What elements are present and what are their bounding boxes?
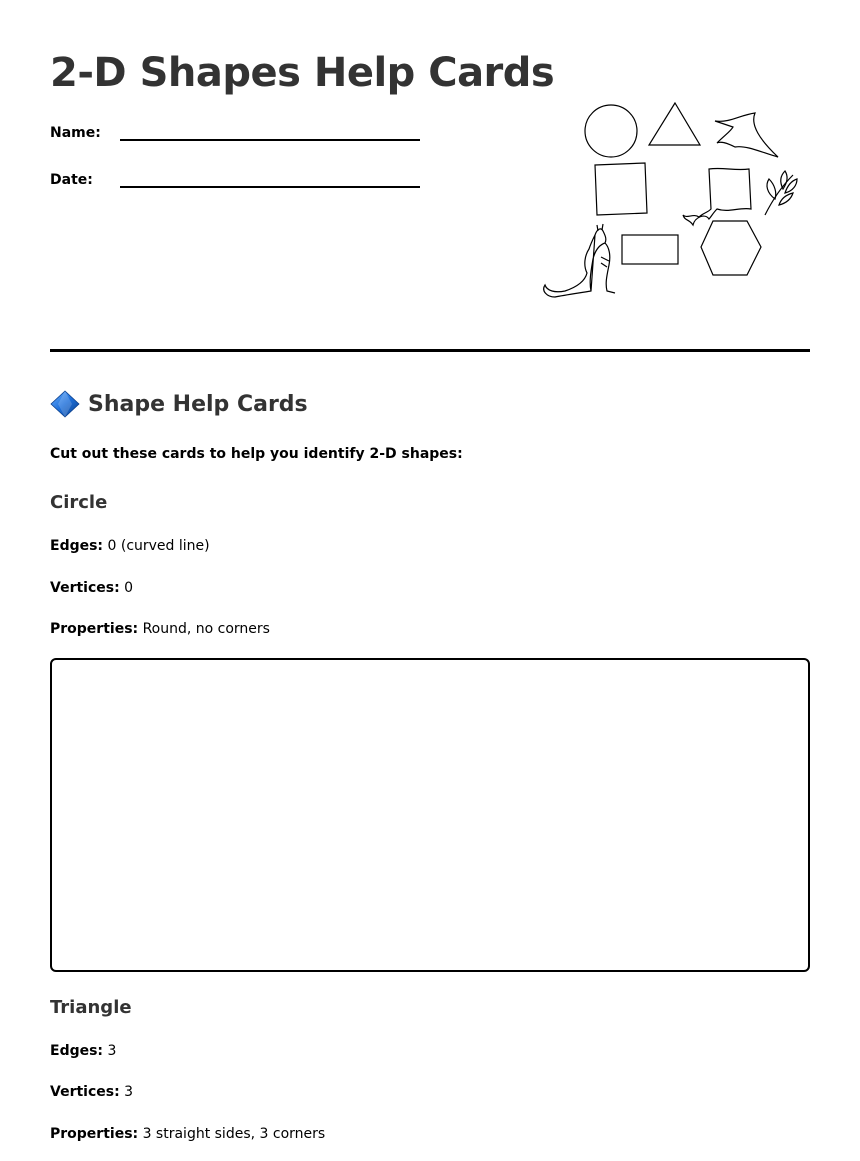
shape-name-triangle: Triangle xyxy=(50,997,132,1018)
circle-properties-value: Round, no corners xyxy=(142,621,270,637)
leaf-sprig-icon xyxy=(765,171,797,215)
triangle-properties xyxy=(50,1126,325,1142)
name-label: Name: xyxy=(50,125,101,141)
date-label: Date: xyxy=(50,172,93,188)
page-title: 2-D Shapes Help Cards xyxy=(50,50,555,96)
circle-drawing-box[interactable] xyxy=(50,658,810,972)
name-write-line[interactable] xyxy=(120,123,420,141)
circle-vertices xyxy=(50,580,133,596)
circle-edges-value: 0 (curved line) xyxy=(107,538,210,554)
star-shape-icon xyxy=(715,113,778,157)
triangle-edges xyxy=(50,1043,116,1059)
circle-shape-icon xyxy=(585,105,637,157)
triangle-vertices-value: 3 xyxy=(124,1084,134,1100)
shapes-illustration xyxy=(535,95,805,305)
edges-label: Edges: xyxy=(50,538,104,554)
hexagon-shape-icon xyxy=(701,221,761,275)
square-shape-icon xyxy=(595,163,647,215)
wavy-square-shape-icon xyxy=(683,168,751,225)
rectangle-shape-icon xyxy=(622,235,678,264)
triangle-shape-icon xyxy=(649,103,700,145)
date-write-line[interactable] xyxy=(120,170,420,188)
name-field-row xyxy=(50,123,420,141)
triangle-properties-value: 3 straight sides, 3 corners xyxy=(142,1126,326,1142)
section-heading xyxy=(50,390,308,418)
triangle-vertices xyxy=(50,1084,133,1100)
properties-label: Properties: xyxy=(50,1126,139,1142)
vertices-label: Vertices: xyxy=(50,580,120,596)
blue-diamond-icon xyxy=(50,390,80,418)
circle-edges xyxy=(50,538,210,554)
kangaroo-icon xyxy=(544,224,615,297)
section-heading-text: Shape Help Cards xyxy=(88,391,308,417)
circle-vertices-value: 0 xyxy=(124,580,134,596)
edges-label: Edges: xyxy=(50,1043,104,1059)
date-field-row xyxy=(50,170,420,188)
properties-label: Properties: xyxy=(50,621,139,637)
section-divider xyxy=(50,349,810,352)
intro-text: Cut out these cards to help you identify 2-D shapes: xyxy=(50,446,463,462)
vertices-label: Vertices: xyxy=(50,1084,120,1100)
circle-properties xyxy=(50,621,270,637)
triangle-edges-value: 3 xyxy=(107,1043,117,1059)
shape-name-circle: Circle xyxy=(50,492,108,513)
